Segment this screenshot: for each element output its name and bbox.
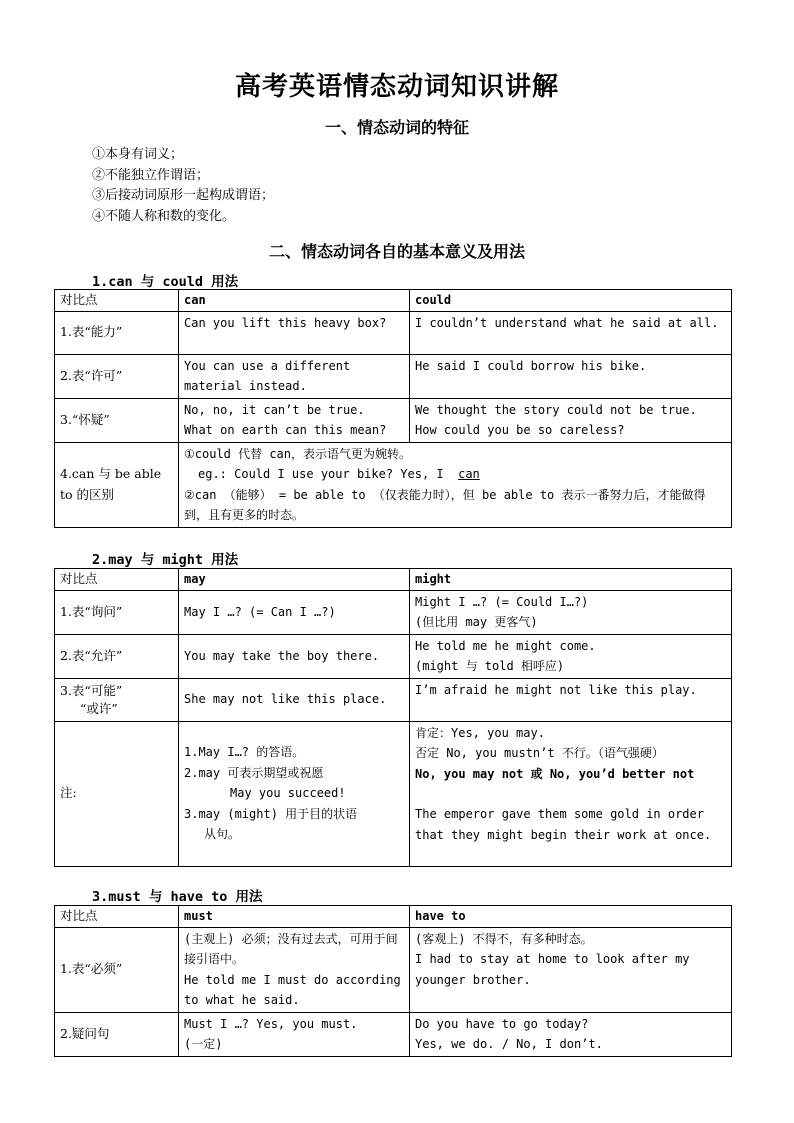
label-cell: 1.表“能力” [55,311,179,354]
can-cell: You can use a different material instead. [179,354,410,398]
diff-cell: ①could 代替 can，表示语气更为婉转。 eg.: Could I use your bike? Yes, I can ②can （能够） = be able to （仅表能力时），但 be able to 表示一番努力后，才能做得到，且有更多的时态。 [179,442,732,527]
header-cell: 对比点 [55,290,179,312]
table-row [55,721,732,866]
table-row [55,634,732,678]
feature-item: ②不能独立作谓语； [92,167,210,183]
can-could-subtitle: 1.can 与 could 用法 [92,274,239,290]
header-cell: 对比点 [55,906,179,928]
table-row [55,590,732,634]
can-cell: No, no, it can’t be true. What on earth can this mean? [179,398,410,442]
might-cell: I’m afraid he might not like this play. [410,678,732,721]
label-cell: 注: [55,721,179,866]
label-cell: 4.can 与 be able to 的区别 [55,442,179,527]
header-cell: 对比点 [55,569,179,591]
table-row [55,354,732,398]
can-could-table [54,289,732,528]
label-cell: 2.疑问句 [55,1012,179,1056]
table-row [55,442,732,527]
table-header-row [55,569,732,591]
might-cell: He told me he might come. (might 与 told 相呼应) [410,634,732,678]
table-row [55,927,732,1012]
note-may-cell: 1.May I…? 的答语。 2.may 可表示期望或祝愿 May you succeed! 3.may (might) 用于目的状语 从句。 [179,721,410,866]
label-cell: 1.表“询问” [55,590,179,634]
label-cell: 3.表“可能” “或许” [55,678,179,721]
feature-item: ④不随人称和数的变化。 [92,208,236,224]
table-row [55,1012,732,1056]
table-row [55,678,732,721]
section1-heading: 一、情态动词的特征 [324,118,469,137]
have-to-cell: Do you have to go today? Yes, we do. / No, I don’t. [410,1012,732,1056]
may-might-subtitle: 2.may 与 might 用法 [92,552,239,568]
may-cell: She may not like this place. [179,678,410,721]
header-cell: might [410,569,732,591]
must-cell: Must I …? Yes, you must. (一定) [179,1012,410,1056]
page-title: 高考英语情态动词知识讲解 [234,72,559,102]
table-header-row [55,906,732,928]
may-might-table [54,568,732,867]
can-cell: Can you lift this heavy box? [179,311,410,354]
feature-item: ①本身有词义； [92,147,184,162]
feature-list [92,145,274,227]
label-cell: 1.表“必须” [55,927,179,1012]
could-cell: He said I could borrow his bike. [410,354,732,398]
section2-heading: 二、情态动词各自的基本意义及用法 [268,242,525,261]
header-cell: could [410,290,732,312]
table-header-row [55,290,732,312]
table-row [55,398,732,442]
header-cell: may [179,569,410,591]
must-have-subtitle: 3.must 与 have to 用法 [92,889,263,905]
must-cell: (主观上) 必须；没有过去式，可用于间接引语中。 He told me I must do according to what he said. [179,927,410,1012]
could-cell: I couldn’t understand what he said at all. [410,311,732,354]
label-cell: 2.表“许可” [55,354,179,398]
have-to-cell: (客观上) 不得不，有多种时态。 I had to stay at home to look after my younger brother. [410,927,732,1012]
header-cell: can [179,290,410,312]
may-cell: May I …? (= Can I …?) [179,590,410,634]
label-cell: 3.“怀疑” [55,398,179,442]
feature-item: ③后接动词原形一起构成谓语； [92,188,275,203]
may-cell: You may take the boy there. [179,634,410,678]
header-cell: must [179,906,410,928]
could-cell: We thought the story could not be true. How could you be so careless? [410,398,732,442]
must-have-table [54,905,732,1057]
might-cell: Might I …? (= Could I…?) (但比用 may 更客气) [410,590,732,634]
header-cell: have to [410,906,732,928]
table-row [55,311,732,354]
label-cell: 2.表“允许” [55,634,179,678]
note-might-cell: 肯定：Yes, you may. 否定 No, you mustn’t 不行。（语气强硬） No, you may not 或 No, you’d better not The emperor gave them some gold in order that they might begin their work at once. [410,721,732,866]
